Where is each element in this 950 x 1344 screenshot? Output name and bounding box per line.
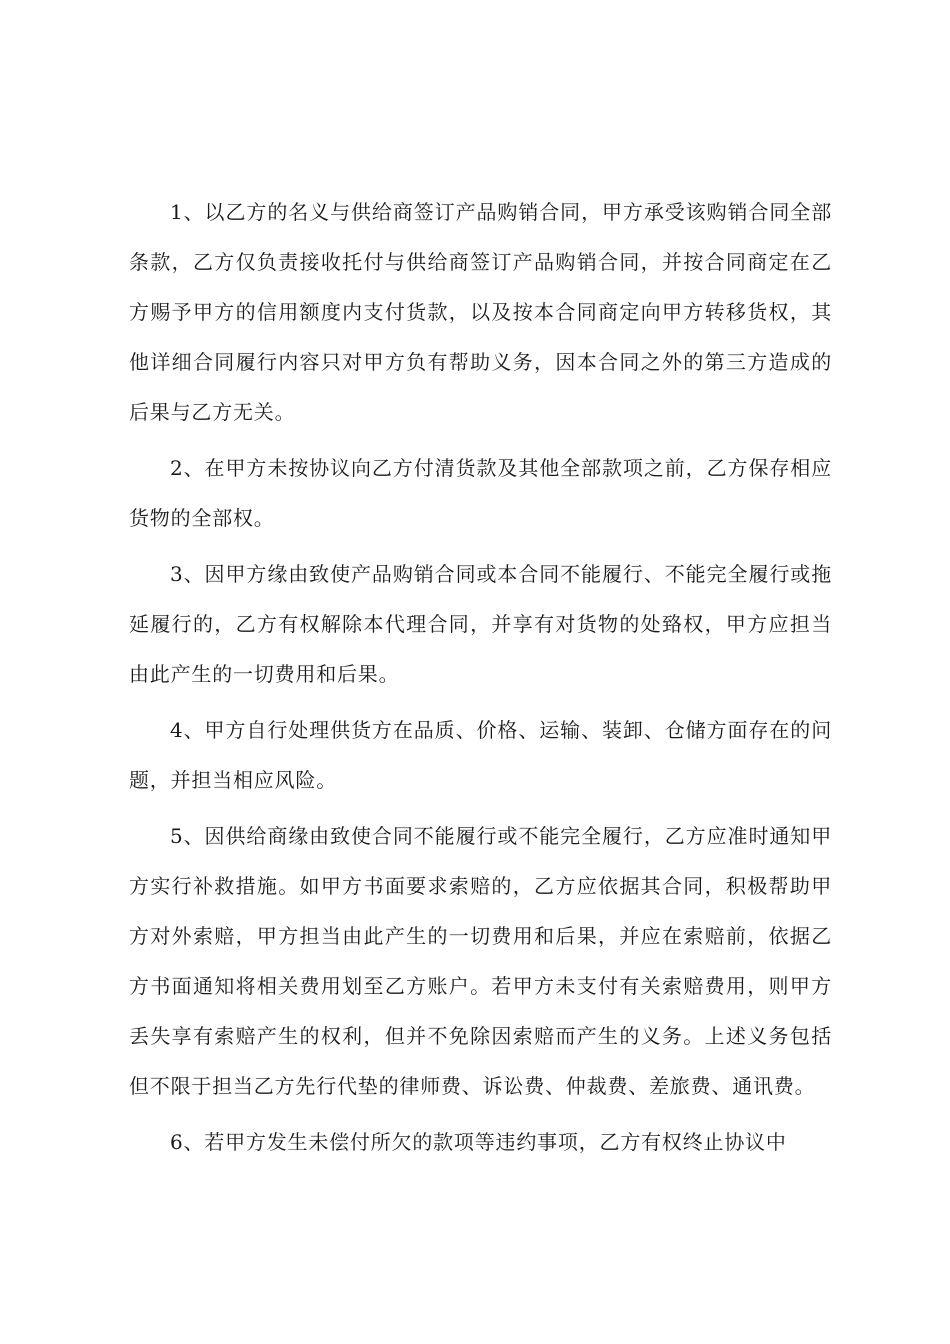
document-body: [129, 187, 832, 1173]
paragraph-4: 4、甲方自行处理供货方在品质、价格、运输、装卸、仓储方面存在的问题，并担当相应风险。: [129, 718, 832, 792]
paragraph-1: 1、以乙方的名义与供给商签订产品购销合同，甲方承受该购销合同全部条款，乙方仅负责接收托付与供给商签订产品购销合同，并按合同商定在乙方赐予甲方的信用额度内支付货款，以及按本合同商定向甲方转移货权，其他详细合同履行内容只对甲方负有帮助义务，因本合同之外的第三方造成的后果与乙方无关。: [129, 200, 832, 424]
paragraph-6: 6、若甲方发生未偿付所欠的款项等违约事项，乙方有权终止协议中: [170, 1130, 787, 1154]
paragraph-2: 2、在甲方未按协议向乙方付清货款及其他全部款项之前，乙方保存相应货物的全部权。: [129, 456, 832, 530]
paragraph-3: 3、因甲方缘由致使产品购销合同或本合同不能履行、不能完全履行或拖延履行的，乙方有权解除本代理合同，并享有对货物的处臵权，甲方应担当由此产生的一切费用和后果。: [129, 562, 832, 686]
paragraph-5: 5、因供给商缘由致使合同不能履行或不能完全履行，乙方应准时通知甲方实行补救措施。如甲方书面要求索赔的，乙方应依据其合同，积极帮助甲方对外索赔，甲方担当由此产生的一切费用和后果，并应在索赔前，依据乙方书面通知将相关费用划至乙方账户。若甲方未支付有关索赔费用，则甲方丢失享有索赔产生的权利，但并不免除因索赔而产生的义务。上述义务包括但不限于担当乙方先行代垫的律师费、诉讼费、仲裁费、差旅费、通讯费。: [129, 824, 832, 1098]
